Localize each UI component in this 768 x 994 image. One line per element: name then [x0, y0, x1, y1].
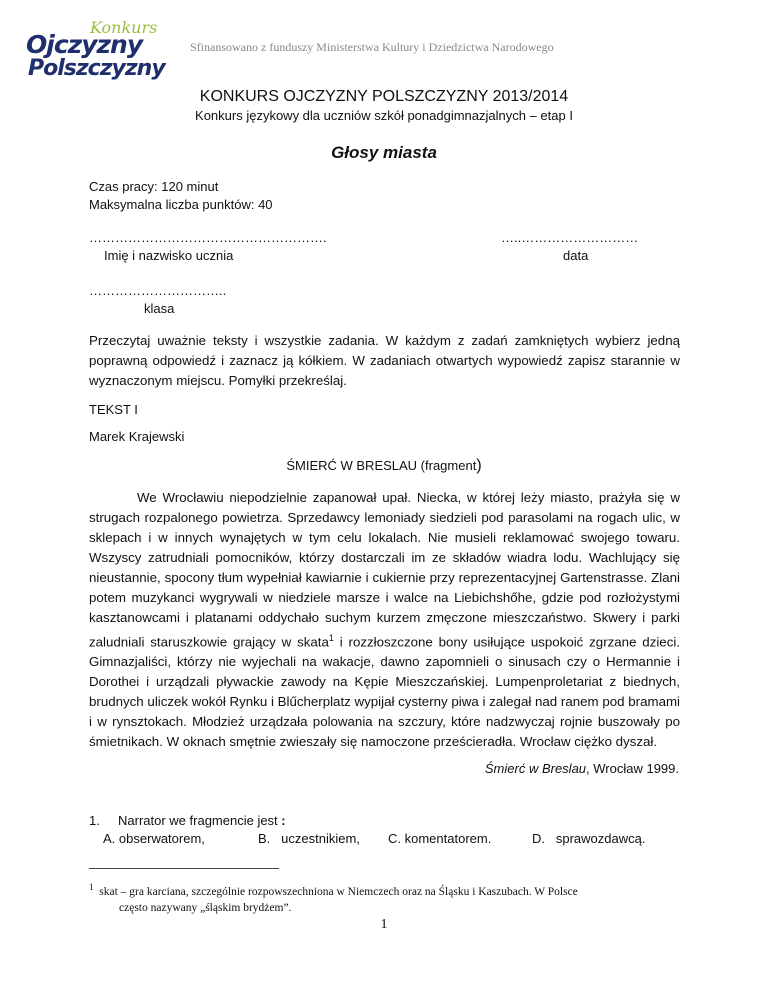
option-c-text: komentatorem.: [404, 831, 492, 846]
passage-text: [89, 488, 680, 752]
passage-part-a: We Wrocławiu niepodzielnie zapanował upał. Niecka, w której leży miasto, prażyła się w strugach rozpalonego powietrza. Sprzedawcy lemoniady siedzieli pod parasolami na rogach ulic, w sklepach i w innych wynajętych w tym celu lokalach. Nie musieli reklamować swojego towaru. Wszyscy zatrudniali pomocników, którzy dostarczali im ze składów wiadra lodu. Wachlujący się nieustannie, spocony tłum wypełniał kawiarnie i cukiernie przy reprezentacyjnej Gartenstrasse. Zlani potem muzykanci wygrywali w niedziele marsze i walce na Liebichshőhe, gdzie pod rozłożystymi kasztanowcami i platanami oddychało suchym kurzem zmęczone mieszczaństwo. Skwery i parki zaludniali staruszkowie grający w skata: [89, 490, 680, 650]
passage-part-b: i rozzłoszczone bony usiłujące uspokoić zgrzane dzieci. Gimnazjaliści, którzy nie wyjechali na wakacje, dawno zapomnieli o sinusach czy o Hermannie i Dorothei i urządzali pływackie zawody na Kępie Mieszczańskiej. Lumpenproletariat z biednych, brudnych uliczek wokół Rynku i Blűcherplatz wypijał cysterny piwa i zalegał nad ranem pod bramami i w rynsztokach. Młodzież urządzała polowania na szczury, które nadzwyczaj rojnie buszowały po śmietnikach. W oknach smętnie zwieszały się namoczone prześcieradła. Wrocław ciężko dyszał.: [89, 634, 680, 750]
source-details: , Wrocław 1999.: [586, 761, 679, 776]
option-a[interactable]: [103, 830, 205, 848]
instructions-text: Przeczytaj uważnie teksty i wszystkie zadania. W każdym z zadań zamkniętych wybierz jedną poprawną odpowiedź i zaznacz ją kółkiem. W zadaniach otwartych wypowiedź zapisz starannie w wyznaczonym miejscu. Pomyłki przekreślaj.: [89, 333, 680, 388]
text-author: Marek Krajewski: [89, 429, 185, 444]
page-number: 1: [380, 917, 388, 932]
passage: [89, 488, 680, 752]
option-c-letter: C.: [388, 831, 401, 846]
option-b[interactable]: [258, 830, 360, 848]
footnote-mark: 1: [89, 882, 94, 892]
question-prompt: Narrator we fragmencie jest: [118, 813, 278, 828]
class-field-label: klasa: [144, 301, 175, 316]
logo-text-ojczyzny: Ojczyzny: [26, 30, 143, 59]
question-colon: :: [277, 813, 286, 828]
date-field-line: …..………………………: [501, 230, 639, 245]
option-b-text: uczestnikiem,: [281, 831, 360, 846]
name-field-label: Imię i nazwisko ucznia: [104, 248, 234, 263]
name-field-line: ……………………………………………….: [89, 230, 327, 245]
time-info: Czas pracy: 120 minut: [89, 179, 219, 194]
text-title: [0, 457, 768, 475]
points-info: Maksymalna liczba punktów: 40: [89, 197, 273, 212]
option-a-text: obserwatorem,: [118, 831, 205, 846]
footnote-text-1: skat – gra karciana, szczególnie rozpowszechniona w Niemczech oraz na Śląsku i Kaszubach. W Polsce: [99, 885, 578, 898]
footnote-line-1: [89, 879, 689, 900]
sponsor-note: Sfinansowano z funduszy Ministerstwa Kultury i Dziedzictwa Narodowego: [190, 40, 554, 54]
instructions: [89, 331, 680, 391]
class-field-line: …………………………..: [89, 283, 227, 298]
logo-text-polszczyzny: Polszczyzny: [28, 56, 165, 81]
option-d[interactable]: [532, 830, 645, 848]
option-b-letter: B.: [258, 831, 271, 846]
footnote: [89, 879, 689, 916]
subject-title: Głosy miasta: [331, 143, 437, 162]
question-number: 1.: [89, 813, 100, 828]
text-title-main: ŚMIERĆ W BRESLAU (fragment: [286, 458, 477, 473]
text-title-paren: ): [476, 457, 482, 474]
option-d-letter: D.: [532, 831, 545, 846]
footnote-line-2: często nazywany „śląskim brydżem”.: [119, 901, 292, 914]
source-title: Śmierć w Breslau: [484, 761, 587, 776]
contest-title: KONKURS OJCZYZNY POLSZCZYZNY 2013/2014: [199, 88, 569, 105]
logo-text-konkurs: Konkurs: [90, 18, 158, 37]
option-c[interactable]: [388, 830, 491, 848]
contest-logo: [26, 18, 166, 80]
footnote-ref: 1: [328, 633, 334, 643]
option-d-text: sprawozdawcą.: [555, 831, 646, 846]
date-field-label: data: [563, 248, 589, 263]
footnote-divider: [89, 868, 279, 869]
text-label: TEKST I: [89, 402, 138, 417]
source-citation: [485, 760, 679, 778]
question-text: [118, 812, 286, 830]
option-a-letter: A.: [103, 831, 116, 846]
contest-subtitle: Konkurs językowy dla uczniów szkół ponadgimnazjalnych – etap I: [195, 108, 573, 123]
